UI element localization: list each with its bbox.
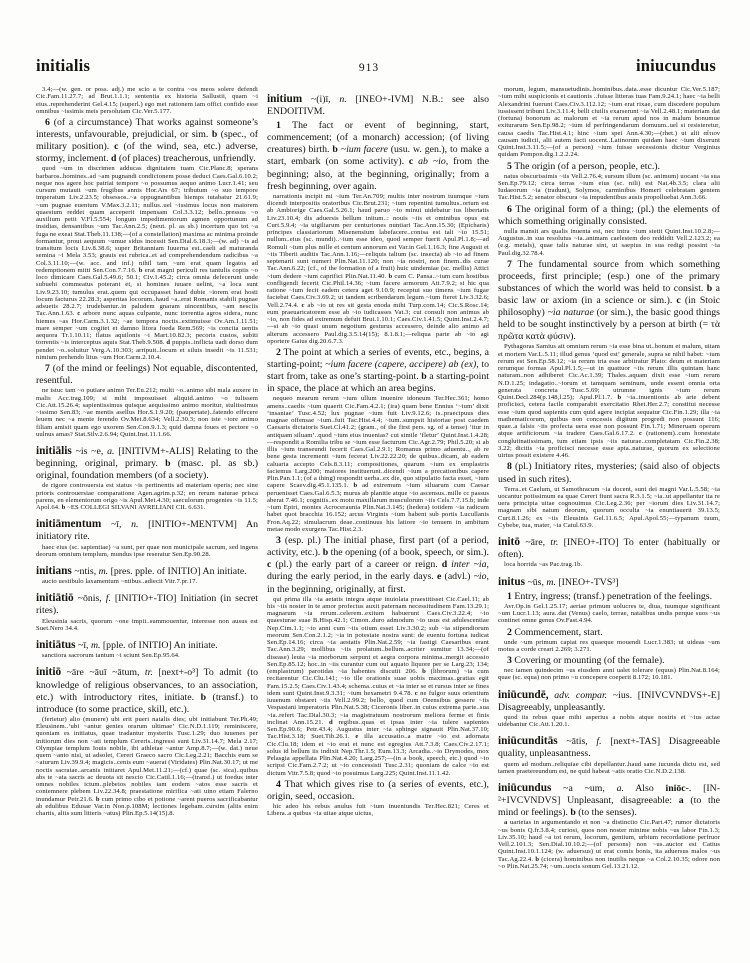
entry-paragraph: initiātus ~ī, m. [pple. of INITIO] An initiate. bbox=[36, 639, 218, 652]
headword: initiātus bbox=[36, 639, 76, 652]
sense-number: 1 bbox=[507, 590, 512, 602]
cite-paragraph: quod iis rebus quae mihi asperius a nobis atque nostris et ~ius actae uidebantur Cic.Att.1.20.1. bbox=[498, 713, 720, 729]
sense-paragraph: 6 (of a circumstance) That works against someone’s interests, unfavourable, prejudicial, or sim. b (spec., of military position). c (of the wind, sea, etc.) adverse, stormy, inclement. d (of places) treacherous, unfriendly. bbox=[36, 117, 258, 165]
cite-paragraph: Terra..et Caelum, ut Samothracum ~ia docent, sunt dei magni Var.L.5.58; ~ia uocantur potissimum ea quae Cereri fiunt sacra R.3.1.5; ~ia..ut appellantur ita re uera principia uitae cognouimus Cic.Leg.2.36; per ~iorum dies Liv.31.14.7; magnam sibi natum deorum, quorum occulta ~ia enuntiauerit 39.13.5; Curt.8.1.26; ex ~iis Eleusinis Gel.11.6.5; Apul.Apol.55;—typanum tuum, Cybebe, tua, mater, ~ia Catul.63.9. bbox=[498, 485, 720, 529]
sense-paragraph: 3 (esp. pl.) The initial phase, first part (of a period, activity, etc.). b the opening (of a book, speech, or sim.). c (pl.) the early part of a career or reign. d inter ~ia, during the early period, in the early days. e (advl.) ~io, in the beginning, originally, at first. bbox=[267, 535, 489, 595]
cite-paragraph: quod ~um in discrimen adducas dignitatem tuam Cic.Planc.8; sperans barbaros..homines..ad ~am pugnandi condicionem posse deduci Caes.Gal.6.10.2; neque nos agere hoc patriai tempore ~o possumus aequo animo Lucr.1.41; seu cursum mutauit ~um frugibus annis Hor.Ars 67; tributum ~o suo tempore imperatum Liv.2.23.5; obsessos..~a oppugnantibus hiemps tutabatur 21.61.9; ~um pugnae euentum V.Max.3.2.11; nullus..uel ~issimus locus non maiorem quaestum reddet quam acceperit impensam Col.3.3.12; bello..pressus ~o auxilium petit V.Fl.5.554; longum impedimentorum agmen opportunum ad insidias, densantibus ~um Tac.Ann.2.5; (neut. pl. as sb.) incertum quo tot ~a fuga ne exeat Stat.Theb.11.138;—(of a constellation) maxima ac minima proinde formantur, prout aequum ~umue sidus incessit Sen.Dial.6.18.3;—(w. ad) ~is ad transitum locis Liv.8.38.6; super Britanniam Iuuerna est..caeli ad maturanda semina ~i Mela 3.53; grauis est rubrica..et ad comprehendendum radicibus ~a Col.3.11.10;—(w. acc. and inf.) nihil tam ~um erat quam legatos ad redemptionem mitti Sen.Con.7.7.16. b erat magni periculi res tantulis copiis ~o loco dimicare Caes.Gal.5.49.6; 50.1; Civ.1.45.2; circa omnia defecerunt unde subuehi commeatus poterant et, si homines iuuare uelint, ~a loca sunt Liv.9.23.10; tumulus erat..quem qui occupasset haud dubie ~iorem erat hosti locum facturus 22.28.3; asperitas locorum..haud ~a..erat Romanis stabili pugnae adsuetis 28.2.7; trudebantur..in paludem gnaram uincentibus, ~am nesciis Tac.Ann.1.63. c arbore nunc aquas culpante, nunc torrentia agros sidera, nunc hiemes ~as Hor.Carm.3.1.32; ~ae tempora noctis..extimuisse Ov.Am.1.11.51; mare semper ~um cogitet et damno litora foeda Rem.569; ~is concita uentis aequora Tr.1.10.11; flatus aquilonis ~i Mart.10.82.3; pecoris custos, subiti torrentis ~is interceptus aquis Stat.Theb.9.508. d puppis..inflicta uadi dorso dum pendet ~o..soluitur Verg.A.10.303; arripuit..locum et siluis insedit ~is 11.531; nimium prehendo litus ~um Hor.Carm.2.10.4. bbox=[36, 165, 258, 361]
entry-paragraph: iniūcundus ~a ~um, a. Also iniōc-. [IN-²+IVCVNDVS] Unpleasant, disagreeable: a (to the mind or feelings). b (to the senses). bbox=[498, 782, 720, 819]
sense-number: 2 bbox=[507, 626, 512, 638]
sense-number: 1 bbox=[276, 120, 281, 132]
text-column bbox=[36, 86, 258, 948]
cite-paragraph: de rigore controuersia est status ~is pertinentis ad materiam operis; nec sine prioris controuersiae comparatione Agen.agrim.p.32; en rerum naturae prisca parens, en elementorum origo ~is Apul.Met.4.30; saeculorum progenies ~is 11.5; Apol.64. b ~ES COLLEGI SILVANI AVRELIANI CIL 6.631. bbox=[36, 482, 258, 512]
text-columns bbox=[0, 76, 750, 948]
headword: initō bbox=[498, 536, 520, 549]
headword: initium bbox=[267, 93, 303, 105]
cite-paragraph: Pythagoras Samius ait omnium rerum ~ia esse bina ut..bonum et malum, uitam et mortem Var.L.5.11; illud genus ‘quod est’ generale, supra se nihil habet: ~ium rerum est Sen.Ep.58.12; ~ia rerum tria esse arbitratur Plato: deum et materiam rerumque formas Apul.Pl.1.5;—ut in quattuor ~iis rerum illis quintam hanc naturam..non adhiberet Cic.Ac.1.39; Thales..aquam dixit esse ~ium rerum N.D.1.25; indagatio..~iorum et tamquam seminum, unde essent omnia orta generata concreta Tusc.5.69; utrumne ignis ~ium rerum Quint.Decl.284(p.148,l.25); Apul.Pl.1.7. b ~ia..inuentionis ab arte debent proficisci, cetera facile comparabit exercitatio Rhet.Her.2.7; constitui necesse esse ~ium quod sapientis cum quid agere incipiat sequatur Cic.Fin.1.29; illa ~ia mathematicorum, quibus non concessis digitum progredi non possunt 116; quae..a falsis ~iis profecta uera esse non possunt Fin.1.71; Mineruam operum atque artificiorum ~ia tradere Caes.Gal.6.17.2. c (rationem)..cum honestate conglutinatissimam, tum etiam ipsis ~iis naturae..completatam Cic.Fin.2.38; 3.22; dicitis ~ia proficisci necesse esse apta..naturae, quorum ex selectione uirtus possit existere 4.46. bbox=[498, 343, 720, 460]
entry-paragraph: initiāmentum ~ī, n. [INITIO+-MENTVM] An initiatory rite. bbox=[36, 518, 258, 543]
cite-paragraph: hic adeo his rebus anulus fuit ~ium inueniundis Ter.Hec.821; Ceres et Libera..a quibus ~ia uitae atque uictus, bbox=[267, 803, 489, 818]
cite-paragraph: qui prima illa ~ia aetatis integra atque inuiolata praestitisset Cic.Cael.11; ab his ~iis noster in te amor profectus auxit paternam necessitudinem Fam.13.29.1; magnarum ~ia rerum..celerem..exitum habuerunt Caes.Civ.3.22.4; ~io quaesturae suae B.Hisp.42.1; Cimon..duro admodum ~io usus est adulescentiae Nep.Cim.1.1; ~io anni cum ~iis otium esset Liv.3.30.2; sub ~ia stipendiorum meorum Sen.Con.2.1.2; ~ia in potestate nostra sunt: de euentu fortuna iudicat Sen.Ep.14.16; circa ~ia aestatis Plin.Nat.2.59; ~ia fastigi Caesaribus erant Tac.Ann.3.29; mollibus ~iis prolatum..bellum..acriter sumitur 13.34;—(of disease) leuia ~ia morborum serpunt et aegra corpora minima..mergit accessio Sen.Ep.85.12; hoc..in ~iis curantur cum oui aquato liquore per se Larg.23; 134; (emplastrum) parotidas ~ia habentes discutit 206. b (librorum) ~ia cum recitarentur Cic.Clu.141; ~io ille orationis suae uobis maximas..gratias egit Fam.15.2.5; Caes.Civ.1.43.4; schema..cuius et ~ia inter se et rursus inter se fines idem sunt Quint.Inst.9.3.31; ~ium hexametri 9.4.78. c ne fulgor suus orientium iuuenum obstaret ~iis Vell.2.99.2; bello, quod cum Oeensibus gessere ~iis Vespasiani imperatoris Plin.Nat.5.38; Ciceronis liber..in cuius extrema parte..sua ~ia..refert Tac.Dial.30.3; ~ia magistratuum nostrorum meliora ferme et finis inclinat Ann.15.21. d regibus..quas et ipsas inter ~ia tulere sapientes Sen.Ep.90.6; Petr.43.4; Augustus inter ~ia sphinge signauit Plin.Nat.37.10; Tac.Hist.3.18; Suet.Tib.26.1. e illa accusatio..a matre ~io est adornata Cic.Clu.18; idem et ~io erat et nunc est egregius Att.7.3.8; Caes.Civ.2.17.1; solus id bellum iis indixit Nep.Thr.1.5; Eum.13.3; Arcadia..~io Drymodes, mox Pelasgia appellata Plin.Nat.4.20; Larg.257;—(in a book, speech, etc.) quod ~io scripsi Cic.Fam.2.7.2; ut ~io concessisti Tusc.2.31; quoniam de calce ~io est dictum Vitr.7.5.8; quod ~io posuimus Larg.225; Quint.Inst.11.1.42. bbox=[267, 595, 489, 777]
cite-paragraph: aucto uestibulo laxamentum ~ntibus..adiecit Vitr.7.pr.17. bbox=[42, 578, 198, 586]
entry-paragraph: initiō ~āre ~āuī ~ātum, tr. [next+-o³] To admit (to knowledge of religious observances, to an association, etc.) with introductory rites, initiate. b (transf.) to introduce (to some practice, skill, etc.). bbox=[36, 666, 258, 715]
headword: initiātiō bbox=[36, 592, 74, 605]
sense-paragraph: 6 The original form of a thing; (pl.) the elements of which something originally consisted. bbox=[498, 203, 720, 227]
sense-number: 6 bbox=[45, 117, 50, 128]
sense-number: 5 bbox=[507, 160, 512, 172]
sense-number: 3 bbox=[507, 655, 512, 667]
cite-paragraph: morum, legum, mansuetudinis..hominibus..data..esse dicuntur Cic.Ver.5.187; ~ium mihi suspicionis et cautionis ..fuisse litteras tuas Fam.9.24.1; haec ~ia belli Alexandrini fuerunt Caes.Civ.3.112.12; ~ium erat rixae, cum discedere populum iussissent tribuni Liv.3.11.4; belli ciuilis exarserunt ~ia Vell.2.48.1; materiam dat (fortuna) bonorum ac malorum et ~ia rerum apud nos in malum bonumue exiturarum Sen.Ep.98.2; ~ium id perfringendarum domuum..uel si resisteretur, causa caedis Tac.Hist.4.1; hinc ~ium spei Ann.4.30;—(rhet.) ut alii αἴτιον causam iudicii, alii autem facti uocent..Latinorum quidam haec ~ium dixerunt Quint.Inst.3.11.5;—(of a person) ~ium fuisse secessionis dicitur Verginius quidam Pompon.dig.1.2.2.24. bbox=[498, 86, 720, 159]
cite-paragraph: Eleusinia sacris, quorum ~one impii..summouentur, interesse non ausus est Suet.Nero 34.4. bbox=[36, 617, 258, 632]
sense-number: 8 bbox=[507, 461, 512, 473]
sense-paragraph: 7 The fundamental source from which something proceeds, first principle; (esp.) one of the primary substances of which the world was held to consist. b a basic law or axiom (in a science or sim.). c (in Stoic philosophy) ~ia naturae (or sim.), the basic good things held to be sought instinctively by a person at birth (= τὰ πρῶτα κατὰ φύσιν). bbox=[498, 258, 720, 343]
headword: initians bbox=[36, 565, 72, 578]
entry-paragraph: initium ~(i)ī, n. [INEO+-IVM] N.B.: see also ENDOITIVM. bbox=[267, 93, 489, 118]
sense-paragraph: 1 Entry, ingress; (transf.) penetration of the feelings. bbox=[507, 590, 713, 602]
sense-number: 7 bbox=[45, 363, 50, 375]
text-column bbox=[498, 86, 720, 948]
cite-paragraph: unde ~um primum capiat res quaeque mouendi Lucr.1.383; ut uideas ~um motus a corde creari 2.269; 3.271. bbox=[498, 638, 720, 653]
page-header bbox=[0, 0, 750, 76]
cite-paragraph: sanctiora sacrorum tantum ~i sciunt Sen.Ep.95.64. bbox=[42, 652, 180, 660]
text-column bbox=[267, 86, 489, 948]
cite-paragraph: nec tamen quindecim ~us eiusdem anni ualet tolerare (equus) Plin.Nat.8.164; quae (sc. equa) non primo ~u concepere coeperit 8.172; 10.181. bbox=[498, 667, 720, 682]
entry-paragraph: initus ~ūs, m. [INEO+-TVS³] bbox=[498, 575, 619, 588]
sense-paragraph: 2 Commencement, start. bbox=[507, 626, 603, 638]
cite-paragraph: Avr.Op.in Gel.1.25.17; aeriae primum uolucres te, diua, tuumque significant ~um Lucr.1.13; aura..dat (Venus) caelo, terrae, natalibus undis perque suos ~us continet omne genus Ov.Fast.4.94. bbox=[498, 602, 720, 625]
cite-paragraph: nequeo mearum rerum ~ium ullum inuenire idoneum Ter.Hec.361; homo amens..caedis ~ium quaerit Cic.Fam.4.2.1; (ira) quam bene Ennius ‘~ium’ dixit ‘insaniae’ Tusc.4.52; lux pugnae ~ium fuit Liv.9.12.6; is..praecipuus dies magnae offensae ~ium..fuit Tac.Hist.4.4; ~ium..sumpsit historiae post caedem Caesaris dictatoris Suet.Cl.41.2; (gram., of the first pers. sg. of a tense) ‘itur in antiquam siluam’..quod ~ium eius inuenias? cui simile ‘fletur’ Quint.Inst.1.4.28;—respondit a Romilia tribu se ~ium esse facturum Cic.Agr.2.79; Phil.5.20; si ab illis ~ium transeundi fecerit Caes.Gal.2.9.1; Romanus primo aduentu.., ab re bene gesta incrementi ~ium fecerat Liv.22.22.20; de quibus..dicam, ab eadem caluaria accepto Cels.8.3.11; compositiones, quarum ~ium ex emplastris faciemus Larg.200; maiores instituerunt..dicendi ~ium a precationibus capere Plin.Pan.1.1; (of a thing) respondit uerba..ex die, quo stipulatio facta esset, ~ium capere Scaev.dig.45.1.135.1. b ad extremum ~ium siluarum cum Caesar peruenisset Caes.Gal.6.5.3; murus ab planitie atque ~io ascensus..mille cc passus aberat 7.46.1; cognitis..ex motu maxillarum musculorum ~iis Cels.7.7.15.b; inde ~ium Epiri, montes Acroceraunia Plin.Nat.3.145; (hedera) totidem ~ia radicum habet quot bracchia 16.152; arcus Virginis ~ium habent sub portis Lucullanis Fron.Aq.22; simulacrum deae..continuus his latiore ~io tenuem in ambitum metae modo exurgens Tac.Hist.2.3. bbox=[267, 395, 489, 533]
sense-paragraph: 1 The fact or event of beginning, start, commencement; (of a monarch) accession; (of living creatures) birth. b ~ium facere (usu. w. gen.), to make a start, embark (on some activity). c ab ~io, from the beginning; also, at the beginning, originally; from a fresh beginning, over again. bbox=[267, 120, 489, 192]
page-number: 913 bbox=[358, 62, 380, 74]
entry-paragraph: initiālis ~is ~e, a. [INITIVM+-ALIS] Relating to the beginning, original, primary. b (masc. pl. as sb.) original, foundation members (of a society). bbox=[36, 445, 258, 482]
running-head-left: initialis bbox=[36, 56, 91, 75]
cite-paragraph: haec eius (sc. sapientiae) ~a sunt, per quae non municipale sacrum, sed ingens deorum omnium templum, mundus ipse reseratur Sen.Ep.90.28. bbox=[36, 543, 258, 558]
sense-paragraph: 2 The point at which a series of events, etc., begins, a starting-point; ~ium facere (capere, accipere) ab (ex), to start from, take as one’s starting-point. b a starting-point in space, the place at which an area begins. bbox=[267, 347, 489, 395]
headword: initiō bbox=[36, 666, 62, 679]
entry-paragraph: iniūcunditās ~ātis, f. [next+-TAS] Disagreeable quality, unpleasantness. bbox=[498, 735, 720, 760]
headword: initiālis bbox=[36, 445, 72, 458]
headword: initus bbox=[498, 575, 526, 588]
cite-paragraph: (ferietur) alio (munere) ubi erit pueri natalis dies; ubi initiabunt Ter.Ph.49; Eleusinem..‘ubi ~antur gentes orarum ultimae’ Cic.N.D.1.119; reminiscere, quoniam es initiatus, quae tradantur mysteriis Tusc.1.29; duo iuuenes per initiorum dies non ~ati templum Cereris..ingressi sunt Liv.31.14.7; Mela 2.17; Olympiae templum Iouis nobile, ibi athletae ~antur Amp.8.7;—(w. dat.) neue quem ~anto nisi, ut adsolet, Cereri Graeco sacro Cic.Leg.2.21; Bacchis eum se ~aturum Liv.39.9.4; magicis..cenis eum ~auerat (Viridates) Plin.Nat.30.17; ut me noctis sacratae..arcanis initiaret Apul.Met.11.21;—(cf.) quae (sc. sica)..quibus abs te ~ata sacris ac deuota sit nescio Cic.Catil.1.16;—(transf.) ut foedus inter omnes nobiles ictum..plebeios nobiles iam eodem ~atos esse sacris et contemnere plebem Liv.22.34.8; praestatione mirifica ~ati uino etiam Falerno inundamur Petr.21.6. b cum primo cibo et potione ~arent pueros sacrificabantur ab edulibus Edusae Var.in Non.p.108M; lectiones legebam..cursim (aliis enim chartis, aliis sum litteris ~atus) Plin.Ep.5.14(15).8. bbox=[36, 715, 258, 818]
running-head-right: iniucundus bbox=[636, 56, 716, 75]
entry-paragraph: initō ~āre, tr. [INEO+-ITO] To enter (habitually or often). bbox=[498, 536, 720, 561]
sense-paragraph: 5 The origin (of a person, people, etc.). bbox=[507, 160, 660, 172]
entry-paragraph: iniūcundē, adv. compar. ~ius. [INIVCVNDVS+-E] Disagreeably, unpleasantly. bbox=[498, 688, 720, 713]
sense-number: 6 bbox=[507, 203, 512, 215]
cite-paragraph: quem ad modum..reliquiae cibi depellantur..haud sane iucunda dictu est, sed tamen praetereundum est, ne quid habeat ~atis oratio Cic.N.D.2.138. bbox=[498, 760, 720, 775]
sense-number: 7 bbox=[507, 258, 512, 270]
sense-number: 4 bbox=[276, 778, 281, 790]
cite-paragraph: loca horrida ~as Pac.trag.1b. bbox=[504, 561, 583, 569]
cite-paragraph: narrationis incipit mi ~ium Ter.An.709; multis inter nostrum tuumque ~ium dicendi interpositis oratoribus Cic.Brut.231; ~ium repentini tumultus..ortum est ab Ambiorige Caes.Gal.5.26.1; haud paruo ~io minui uidebatur ius libertatis Liv.23.10.4; dis aduersis bellum initum..: nouis ~iis et ominibus opus est Curt.5.9.4; ~ia uigiliarum per centuriones nuntiari Tac.Ann.15.30; (Epicharis) principes classiariorum Misenensium labefacere..conisa est tali ~io 15.51; nullum..eius (sc. mundi)..~ium esse ideo, quod semper fuerit Apul.Pl.1.8;—ad Romuli ~ium plus mille et centum annorum est Var.in Gel.1.16.3; fine Augusti et ~iis Tiberii auditis Tac.Ann.1.16;—reliquis talium (sc. insecta) ab ~io ad finem septenarii sunt numeri Plin.Nat.11.120; non ~ia nostri, non finem..dis curae Tac.Ann.6.22; (cf., of the formation of a fruit) huic uindemiae (sc. mellis) Attici ~ium dedere ~ium caprifici Plin.Nat.11.40. b cum C. Pansa..~ium cum hostibus confligendi fecerit Cic.Phil.14.36; ~ium facere armorum Att.7.9.2; si hic qua ratione ~ium fecit eadem cetera aget 9.10.9; receptui suo timens ~ium fugae faciebat Caes.Civ.3.69.2; ut tandem scribendarum legum ~ium fieret Liv.3.32.6; Vell.2.74.4. c ab ~io ut res sit gesta enoda mihi Turp.com.14; Cic.S.Rosc.14; eum praeuaricatorem esse ab ~io iudicasses Vat.3; cui consuli non animus ab ~io, non fides ad extremum defuit Brut.1.10.1; Caes.Civ.1.41.5; Quint.Inst.2.4.7;—si ab ~io quasi unum negotium gesturus accessero, deinde alio animo ad alterum accessero Paul.dig.3.5.14(15); 8.1.8.1;—reliqua parte ab ~io agi oportere Gaius dig.20.6.7.3. bbox=[267, 192, 489, 345]
sense-number: 3 bbox=[276, 535, 281, 547]
sense-paragraph: 4 That which gives rise to (a series of events, etc.), origin, seed, occasion. bbox=[267, 778, 489, 802]
sense-paragraph: 8 (pl.) Initiatory rites, mysteries; (said also of objects used in such rites). bbox=[498, 461, 720, 485]
cite-paragraph: nulla mansit ars qualis inuenta est, nec intra ~ium stetit Quint.Inst.10.2.8;—Augustus..in sua resolutus ~ia..animam caelestem deo reddidit Vell.2.123.2; ea (e.g. metals), quae talis naturae sint, ut saepius in sua redigi possint ~ia Paul.dig.32.78.4. bbox=[498, 227, 720, 257]
sense-number: 2 bbox=[276, 347, 281, 358]
sense-paragraph: 7 (of the mind or feelings) Not equable, discontented, resentful. bbox=[36, 363, 258, 387]
cite-paragraph: a uarietas in argumentando et non ~a distinctio Cic.Part.47; rumor dictatoris ~us bonis Q.fr.3.8.4; curiosi, quos non noster minime nobis ~us labor Fin.1.3; Liv.35.10; haud ~a tot rerum, locorum, gentium, urbium recordatione perfruor Vell.2.101.3; Sen.Dial.10.10.2;—(of persons) non ~us..auctor est Catius Quint.Inst.10.1.124; (w. aduersus) ut erat comis bonis, ita aduersus malos ~us Tac.Ag.22.4. b (cicera) hominibus non inutilis neque ~a Col.2.10.35; odore non ~o Plin.Nat.25.74; ~um..uocis sonum Gel.13.21.12. bbox=[498, 819, 720, 870]
headword: iniūcundus bbox=[498, 782, 552, 795]
headword: initiāmentum bbox=[36, 518, 102, 531]
headword: iniūcundē, bbox=[498, 688, 549, 701]
entry-paragraph: initians ~ntis, m. [pres. pple. of INITIO] An initiate. bbox=[36, 565, 247, 578]
entry-paragraph: initiātiō ~ōnis, f. [INITIO+-TIO] Initiation (in secret rites). bbox=[36, 592, 258, 617]
headword: iniūcunditās bbox=[498, 735, 558, 748]
cite-paragraph: natus obscurissimis ~iis Vell.2.76.4; sursum illum (sc. animum) uocant ~ia sua Sen.Ep.79.12; circa terras ~ium eius (sc. nili) est Nat.4b.3.5; clara alii Iudaeorum ~ia (tradunt), Solymos, carminibus Homeri celebratam gentem Tac.Hist.5.2; senator obscura ~ia impudentibus ausis propolluebat Ann.3.66. bbox=[498, 172, 720, 202]
cite-paragraph: 3.4;—(w. gen. or poss. adj.) me scio a te contra ~os meos solere defendi Cic.Fam.11.27.7; ad Brut.1.1.1; sententia ex historia Sallustii, quam ~i eius..reprehenderint Gel.4.15; (superl.) ego mei rationem iam offici confido esse omnibus ~issimis meis persolutam Cic.Ver.5.177. bbox=[36, 86, 258, 115]
sense-paragraph: 3 Covering or mounting (of the female). bbox=[507, 655, 665, 667]
cite-paragraph: ne istuc tam ~o putiare animo Ter.Eu.212; multi ~o..animo sibi mala auxere in malis Acc.trag.109; si mihi imposuisset aliquid..animo ~o tulissem Cic.Att.15.26.4; sapientissimus quisque aequissimo animo moritur, stultissimus ~issimo Sen.83; ~ae mentis asellus Hor.S.1.9.20; (paupertate)..fatendo effecere leuem nec ~a mente ferendo Ov.Met.8.634; Vell.2.30.3; non iste ~iore animo filiam amisit quam ego uxorem Sen.Con.9.1.3; quid damna foues et pectore ~o uulnus amas? Stat.Silv.2.6.94; Quint.Inst.11.1.66. bbox=[36, 387, 258, 438]
